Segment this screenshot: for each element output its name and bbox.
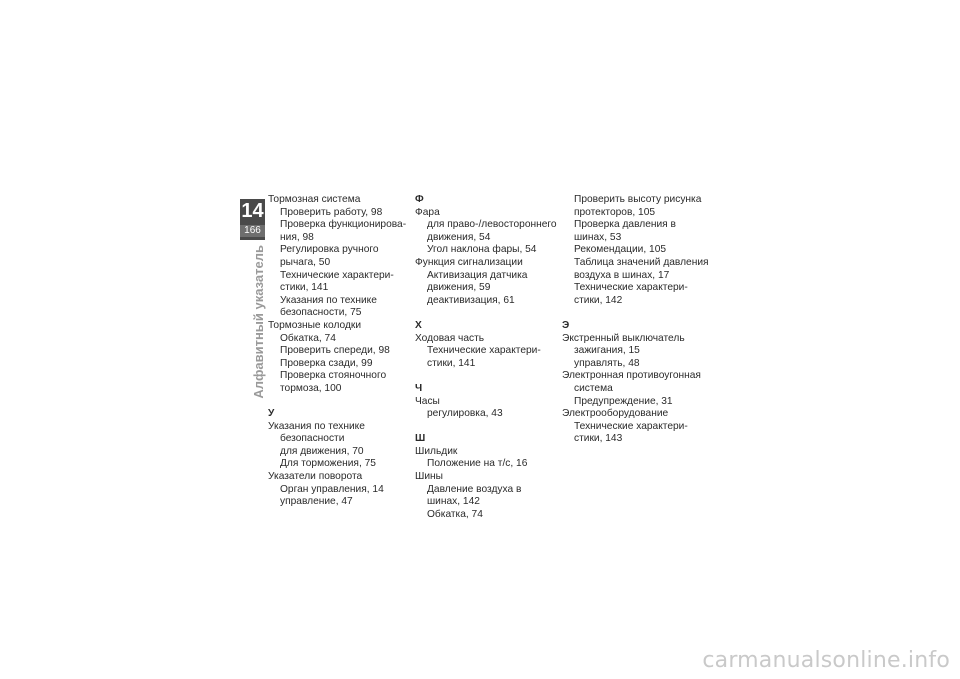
index-entry: Электронная противоугонная xyxy=(562,370,701,382)
chapter-number: 14 xyxy=(241,200,264,222)
index-subentry: движения, 59 xyxy=(427,282,491,294)
index-subentry: безопасности, 75 xyxy=(280,307,362,319)
index-entry: Фара xyxy=(415,206,440,218)
index-subentry: стики, 143 xyxy=(574,433,623,445)
index-subentry: Регулировка ручного xyxy=(280,244,379,256)
index-subentry: Технические характери- xyxy=(280,269,394,281)
index-subentry: Обкатка, 74 xyxy=(280,332,336,344)
index-subentry: шинах, 53 xyxy=(574,231,622,243)
index-column-3 xyxy=(562,194,712,446)
chapter-title: Алфавитный указатель xyxy=(251,245,266,399)
index-subentry: Орган управления, 14 xyxy=(280,483,384,495)
index-subentry: для движения, 70 xyxy=(280,445,364,457)
index-entry: Шильдик xyxy=(415,445,458,457)
index-subentry: система xyxy=(574,382,613,394)
index-subentry: управлять, 48 xyxy=(574,357,640,369)
index-subentry: Предупреждение, 31 xyxy=(574,395,673,407)
index-entry: Экстренный выключатель xyxy=(562,332,685,344)
index-subentry: Активизация датчика xyxy=(427,269,528,281)
index-subentry: тормоза, 100 xyxy=(280,382,342,394)
index-subentry: протекторов, 105 xyxy=(574,206,656,218)
index-subentry: ния, 98 xyxy=(280,231,314,243)
index-subentry: Технические характери- xyxy=(574,282,688,294)
index-subentry: управление, 47 xyxy=(280,496,353,508)
index-letter-heading: Х xyxy=(415,319,422,331)
index-subentry: шинах, 142 xyxy=(427,496,480,508)
index-subentry: Положение на т/с, 16 xyxy=(427,458,528,470)
index-subentry: движения, 54 xyxy=(427,231,491,243)
index-subentry: Для торможения, 75 xyxy=(280,458,376,470)
index-subentry: Технические характери- xyxy=(574,420,688,432)
index-subentry: Проверить высоту рисунка xyxy=(574,194,702,205)
index-subentry: для право-/левостороннего xyxy=(427,219,557,231)
page-number: 166 xyxy=(240,225,265,237)
index-letter-heading: Э xyxy=(562,319,570,331)
index-subentry: Проверить спереди, 98 xyxy=(280,345,390,357)
index-letter-heading: Ш xyxy=(415,433,426,445)
index-subentry: Проверка давления в xyxy=(574,219,676,231)
index-entry: Электрооборудование xyxy=(562,408,669,420)
index-subentry: Давление воздуха в xyxy=(427,483,522,495)
index-subentry: стики, 141 xyxy=(280,282,329,294)
index-subentry: Рекомендации, 105 xyxy=(574,244,667,256)
index-subentry: рычага, 50 xyxy=(280,256,331,268)
chapter-tab xyxy=(240,199,265,240)
index-entry: Тормозные колодки xyxy=(268,319,362,331)
index-subentry: Проверить работу, 98 xyxy=(280,206,383,218)
index-entry: Часы xyxy=(415,395,440,407)
index-subentry: Таблица значений давления xyxy=(574,256,709,268)
index-entry: Функция сигнализации xyxy=(415,256,523,268)
index-subentry: воздуха в шинах, 17 xyxy=(574,269,670,281)
index-subentry: Обкатка, 74 xyxy=(427,508,483,520)
index-entry: Ходовая часть xyxy=(415,332,485,344)
index-subentry: деактивизация, 61 xyxy=(427,294,515,306)
index-subentry: стики, 141 xyxy=(427,357,476,369)
index-letter-heading: У xyxy=(268,408,275,420)
index-subentry: Проверка функционирова- xyxy=(280,219,407,231)
index-column-1 xyxy=(268,194,418,509)
index-subentry: стики, 142 xyxy=(574,294,623,306)
index-column-2 xyxy=(415,194,565,521)
index-subentry: безопасности xyxy=(280,433,345,445)
index-entry: Указания по технике xyxy=(268,420,365,432)
index-entry: Тормозная система xyxy=(268,194,361,205)
index-letter-heading: Ч xyxy=(415,382,423,394)
index-subentry: зажигания, 15 xyxy=(574,345,640,357)
index-subentry: Технические характери- xyxy=(427,345,541,357)
index-letter-heading: Ф xyxy=(415,194,424,205)
index-entry: Указатели поворота xyxy=(268,471,363,483)
index-subentry: Проверка стояночного xyxy=(280,370,387,382)
watermark: carmanualsonline.info xyxy=(702,648,950,673)
index-subentry: Указания по технике xyxy=(280,294,377,306)
index-subentry: Угол наклона фары, 54 xyxy=(427,244,537,256)
index-subentry: Проверка сзади, 99 xyxy=(280,357,373,369)
index-entry: Шины xyxy=(415,471,443,483)
index-subentry: регулировка, 43 xyxy=(427,408,503,420)
